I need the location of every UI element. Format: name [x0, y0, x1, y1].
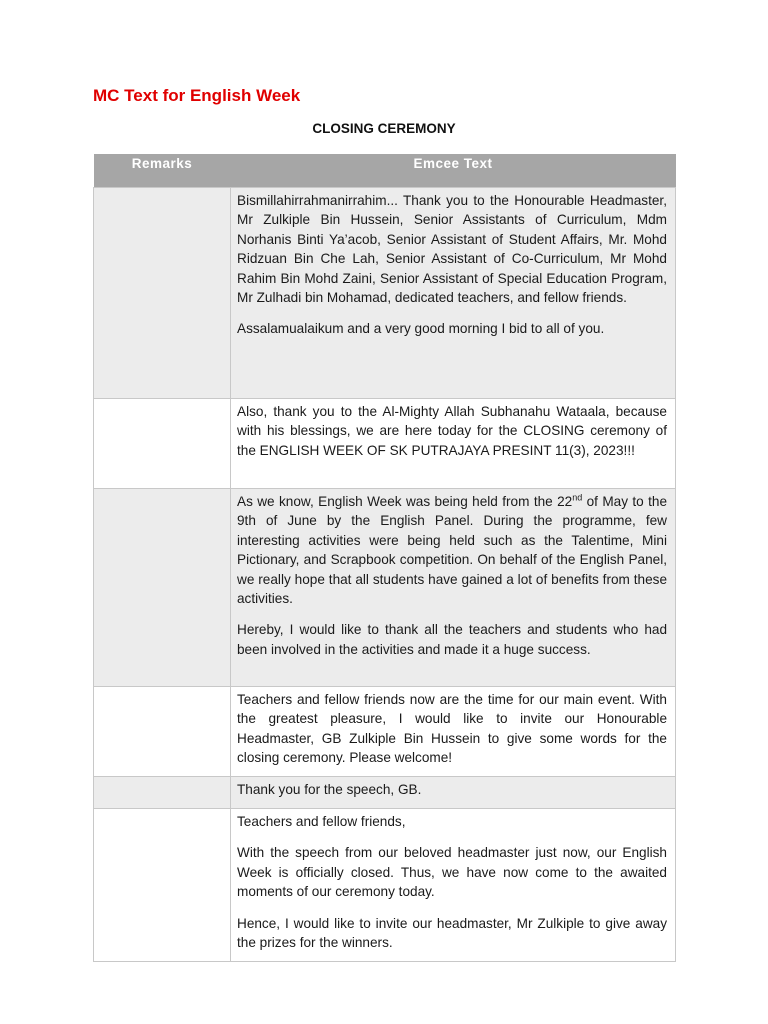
emcee-text-cell [231, 809, 676, 962]
emcee-text-cell [231, 687, 676, 777]
emcee-text-cell [231, 188, 676, 399]
section-heading: CLOSING CEREMONY [312, 121, 456, 136]
emcee-paragraph: Hence, I would like to invite our headmaster, Mr Zulkiple to give away the prizes for the winners. [237, 915, 667, 951]
emcee-paragraph: Teachers and fellow friends, [237, 814, 406, 829]
document-title: MC Text for English Week [93, 86, 301, 105]
remarks-cell [94, 399, 231, 489]
remarks-cell [94, 687, 231, 777]
remarks-cell [94, 188, 231, 399]
emcee-paragraph: Thank you for the speech, GB. [237, 782, 422, 797]
emcee-text-span: of May to the 9th of June by the English Panel. During the programme, few interesting activities were being held such as the Talentime, Mini Pictionary, and Scrapbook competition. On behalf of the English Panel, we really hope that all students have gained a lot of benefits from these activities. [237, 494, 667, 607]
emcee-text-cell [231, 399, 676, 489]
table-row [94, 809, 676, 962]
emcee-text-span: As we know, English Week was being held from the 22 [237, 494, 573, 509]
table-row [94, 687, 676, 777]
remarks-cell [94, 809, 231, 962]
table-row [94, 399, 676, 489]
remarks-column-header: Remarks [94, 154, 231, 188]
emcee-paragraph [237, 492, 667, 608]
emcee-paragraph: Also, thank you to the Al-Mighty Allah Subhanahu Wataala, because with his blessings, we are here today for the CLOSING ceremony of the ENGLISH WEEK OF SK PUTRAJAYA PRESINT 11(3), 2023!!! [237, 404, 667, 458]
emcee-table [93, 154, 676, 962]
emcee-paragraph: With the speech from our beloved headmaster just now, our English Week is officially closed. Thus, we have now come to the awaited moments of our ceremony today. [237, 845, 667, 900]
emcee-text-cell [231, 489, 676, 687]
emcee-paragraph: Bismillahirrahmanirrahim... Thank you to the Honourable Headmaster, Mr Zulkiple Bin Hussein, Senior Assistants of Curriculum, Mdm Norhanis Binti Ya’acob, Senior Assistant of Student Affairs, Mr. Mohd Ridzuan Bin Che Lah, Senior Assistant of Co-Curriculum, Mr Mohd Rahim Bin Mohd Zaini, Senior Assistant of Special Education Program, Mr Zulhadi bin Mohamad, dedicated teachers, and fellow friends. [237, 193, 667, 306]
emcee-text-column-header: Emcee Text [231, 154, 676, 188]
table-row [94, 489, 676, 687]
table-header-row [94, 154, 676, 188]
emcee-text-cell [231, 777, 676, 809]
table-row [94, 188, 676, 399]
emcee-paragraph: Assalamualaikum and a very good morning I bid to all of you. [237, 321, 605, 337]
table-row [94, 777, 676, 809]
emcee-paragraph: Hereby, I would like to thank all the teachers and students who had been involved in the activities and made it a huge success. [237, 622, 667, 657]
remarks-cell [94, 777, 231, 809]
emcee-paragraph: Teachers and fellow friends now are the time for our main event. With the greatest pleasure, I would like to invite our Honourable Headmaster, GB Zulkiple Bin Hussein to give some words for the closing ceremony. Please welcome! [237, 692, 667, 766]
remarks-cell [94, 489, 231, 687]
ordinal-suffix: nd [572, 492, 583, 503]
